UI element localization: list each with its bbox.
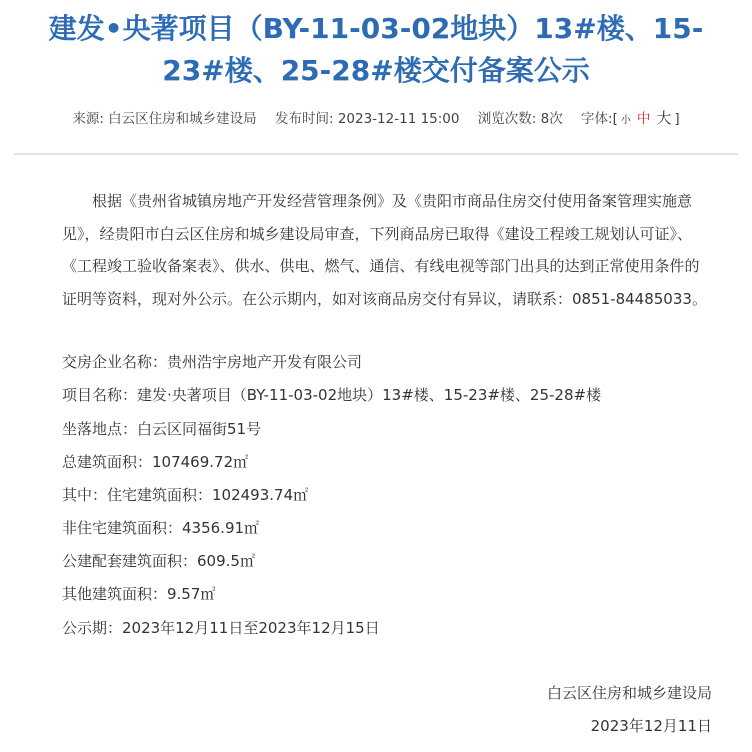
article-title: [14, 8, 738, 92]
total-area-field: 总建筑面积：107469.72㎡: [62, 453, 249, 471]
signature-date: 2023年12月11日: [590, 717, 712, 735]
intro-paragraph-text: 根据《贵州省城镇房地产开发经营管理条例》及《贵阳市商品住房交付使用备案管理实施意见》，经贵阳市白云区住房和城乡建设局审查，下列商品房已取得《建设工程竣工规划认可证》、《工程竣工验收备案表》、供水、供电、燃气、通信、有线电视等部门出具的达到正常使用条件的证明等资料，现对外公示。在公示期内，如对该商品房交付有异议，请联系：0851-84485033。: [62, 192, 707, 308]
meta-source: 来源: 白云区住房和城乡建设局: [72, 111, 257, 127]
meta-font-close: ]: [674, 111, 680, 127]
location-field: 坐落地点：白云区同福街51号: [62, 420, 262, 438]
article-title-line2: 23#楼、25-28#楼交付备案公示: [162, 54, 590, 87]
meta-font-label: 字体:[: [581, 111, 618, 127]
article-meta: [0, 107, 752, 128]
public-area-field: 公建配套建筑面积：609.5㎡: [62, 552, 255, 570]
meta-publish-time: 发布时间: 2023-12-11 15:00: [274, 111, 460, 127]
project-field: 项目名称：建发·央著项目（BY-11-03-02地块）13#楼、15-23#楼、25-28#楼: [62, 386, 602, 404]
residential-area-field: 其中：住宅建筑面积：102493.74㎡: [62, 486, 309, 504]
header-divider: [14, 153, 738, 155]
article-title-line1: 建发•央著项目（BY-11-03-02地块）13#楼、15-: [48, 12, 704, 45]
other-area-field: 其他建筑面积：9.57㎡: [62, 585, 216, 603]
article-body: [0, 185, 752, 315]
publicity-period-field: 公示期：2023年12月11日至2023年12月15日: [62, 619, 380, 637]
intro-paragraph: [62, 185, 708, 315]
signature-org: 白云区住房和城乡建设局: [546, 684, 712, 702]
company-field: 交房企业名称：贵州浩宇房地产开发有限公司: [62, 353, 363, 371]
font-size-medium-button[interactable]: 中: [636, 111, 651, 127]
non-residential-area-field: 非住宅建筑面积：4356.91㎡: [62, 519, 260, 537]
meta-views: 浏览次数: 8次: [477, 111, 563, 127]
font-size-small-button[interactable]: 小: [620, 115, 631, 126]
font-size-large-button[interactable]: 大: [656, 109, 672, 127]
